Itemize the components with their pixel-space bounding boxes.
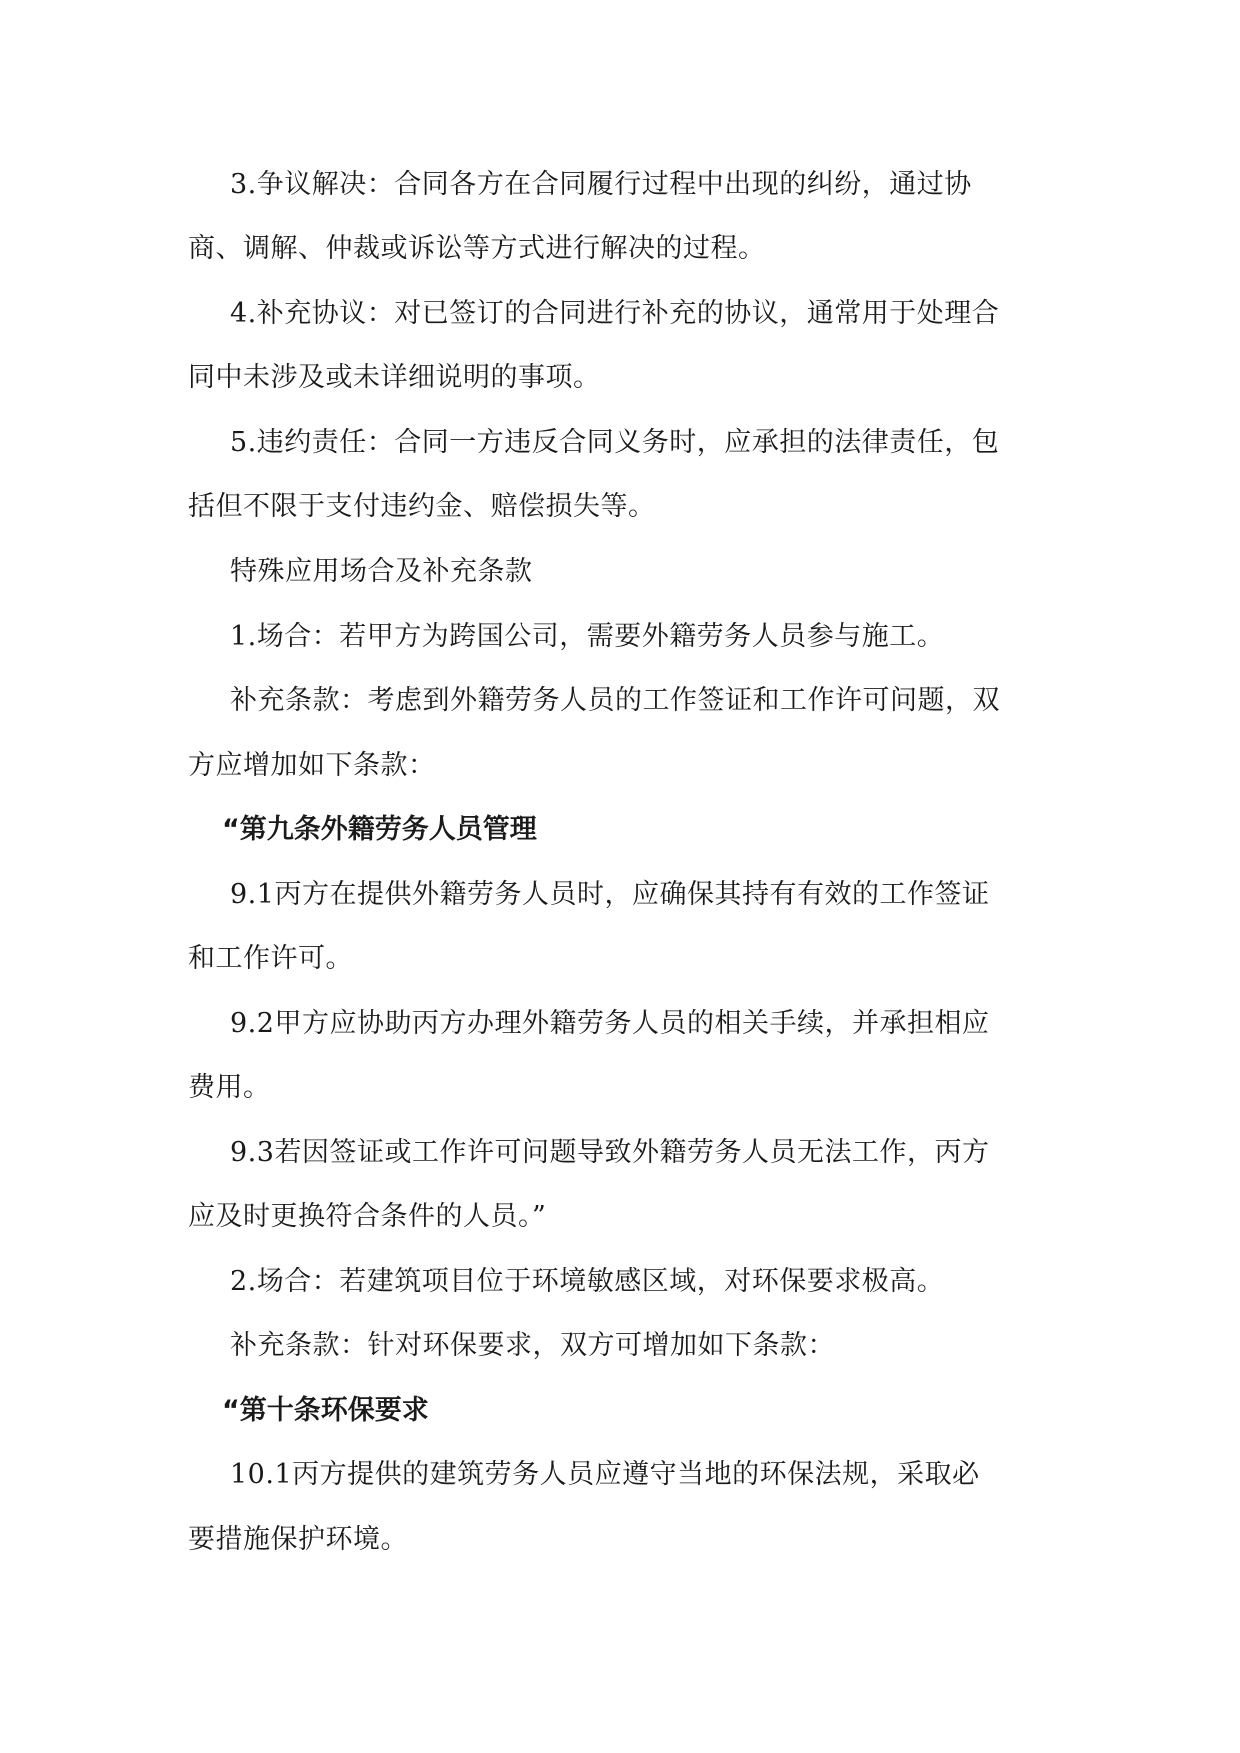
article-9-3-line-1: 9.3若因签证或工作许可问题导致外籍劳务人员无法工作，丙方 bbox=[230, 1137, 990, 1168]
article-9-1-line-2: 和工作许可。 bbox=[188, 943, 353, 974]
scenario-2-description: 2.场合：若建筑项目位于环境敏感区域，对环保要求极高。 bbox=[230, 1266, 945, 1297]
article-10-heading: “第十条环保要求 bbox=[222, 1395, 429, 1426]
article-10-1-line-1: 10.1丙方提供的建筑劳务人员应遵守当地的环保法规，采取必 bbox=[230, 1459, 980, 1490]
clause-5-breach-liability-line-1: 5.违约责任：合同一方违反合同义务时，应承担的法律责任，包 bbox=[230, 427, 1000, 458]
article-9-heading: “第九条外籍劳务人员管理 bbox=[222, 814, 537, 845]
clause-4-supplementary-agreement-line-2: 同中未涉及或未详细说明的事项。 bbox=[188, 362, 601, 393]
clause-4-supplementary-agreement-line-1: 4.补充协议：对已签订的合同进行补充的协议，通常用于处理合 bbox=[230, 298, 1000, 329]
section-title-special-scenarios: 特殊应用场合及补充条款 bbox=[230, 556, 533, 587]
article-9-2-line-1: 9.2甲方应协助丙方办理外籍劳务人员的相关手续，并承担相应 bbox=[230, 1008, 990, 1039]
scenario-1-supplement-line-1: 补充条款：考虑到外籍劳务人员的工作签证和工作许可问题，双 bbox=[230, 685, 1000, 716]
article-9-1-line-1: 9.1丙方在提供外籍劳务人员时，应确保其持有有效的工作签证 bbox=[230, 879, 990, 910]
article-9-3-line-2: 应及时更换符合条件的人员。” bbox=[188, 1201, 547, 1232]
article-9-2-line-2: 费用。 bbox=[188, 1072, 271, 1103]
scenario-2-supplement: 补充条款：针对环保要求，双方可增加如下条款： bbox=[230, 1330, 835, 1361]
scenario-1-description: 1.场合：若甲方为跨国公司，需要外籍劳务人员参与施工。 bbox=[230, 621, 945, 652]
article-10-1-line-2: 要措施保护环境。 bbox=[188, 1524, 408, 1555]
clause-3-dispute-resolution-line-2: 商、调解、仲裁或诉讼等方式进行解决的过程。 bbox=[188, 233, 766, 264]
scenario-1-supplement-line-2: 方应增加如下条款： bbox=[188, 750, 436, 781]
clause-5-breach-liability-line-2: 括但不限于支付违约金、赔偿损失等。 bbox=[188, 491, 656, 522]
clause-3-dispute-resolution-line-1: 3.争议解决：合同各方在合同履行过程中出现的纠纷，通过协 bbox=[230, 169, 972, 200]
